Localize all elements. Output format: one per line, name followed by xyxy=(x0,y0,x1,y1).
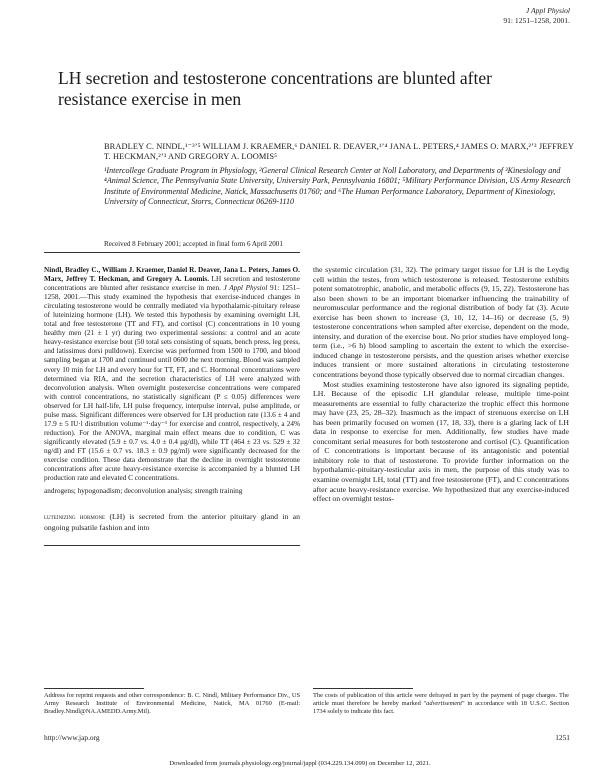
intro-lead: luteinizing hormone xyxy=(44,513,106,522)
abstract-top-rule xyxy=(44,252,300,253)
abstract-title: LH secretion and testosterone concentrations are blunted after resistance exercise in men. xyxy=(44,275,301,293)
page-number: 1251 xyxy=(555,733,570,742)
cost-note-em: advertisement xyxy=(426,700,463,708)
journal-url[interactable]: http://www.jap.org xyxy=(44,733,100,742)
running-header xyxy=(503,6,570,25)
intro-paragraph xyxy=(44,512,300,532)
body-paragraph-2: Most studies examining testosterone have also ignored its signaling peptide, LH. Because of the episodic LH glandular release, multiple time-point measurements are essential to fully characterize the trophic effect this hormone may have (23, 25, 28–32). Inasmuch as the impact of strenuous exercise on LH has been primarily focused on women (17, 18, 33), there is a glaring lack of LH data in response to exercise for men. Additionally, few studies have made concomitant serial measures for both testosterone and cortisol (C). Quantification of C concentrations is important because of its antagonistic and potential inhibitory role to that of testosterone. To provide further information on the hypothalamic-pituitary-testicular axis in men, the purpose of this study was to examine overnight LH, total (TT) and free testosterone (FT), and C concentrations after acute heavy-resistance exercise. We hypothesized that any exercise-induced effect on overnight testos- xyxy=(313,379,569,504)
keywords: androgens; hypogonadism; deconvolution analysis; strength training xyxy=(44,487,243,496)
footnote-rule-left xyxy=(44,688,144,689)
journal-name: J Appl Physiol xyxy=(525,6,570,15)
article-title: LH secretion and testosterone concentrations are blunted after resistance exercise in men xyxy=(58,68,492,109)
abstract-journal: J Appl Physiol xyxy=(223,284,268,293)
cost-note-b: " in accordance with 18 U.S.C. Section 1734 solely to indicate this fact. xyxy=(313,700,570,716)
journal-citation: 91: 1251–1258, 2001. xyxy=(503,15,570,25)
right-column xyxy=(313,265,569,504)
abstract-cite: 91: 1251–1258, 2001.— xyxy=(44,284,301,302)
cost-note-a: The costs of publication of this article were defrayed in part by the payment of page charges. The article must therefore be hereby marked " xyxy=(313,692,569,708)
affiliations: ¹Intercollege Graduate Program in Physiology, ²General Clinical Research Center at Noll Laboratory, and Departments of ³Kinesiology and ⁴Animal Science, The Pennsylvania State University, University Park, Pennsylvania 16801; ⁵Military Performance Division, US Army Research Institute of Environmental Medicine, Natick, Massachusetts 01760; and ⁶The Human Performance Laboratory, Department of Kinesiology, University of Connecticut, Storrs, Connecticut 06269-1110 xyxy=(104,166,571,207)
body-paragraph-1: the systemic circulation (31, 32). The primary target tissue for LH is the Leydig cell within the testes, from which testosterone is released. Testosterone exhibits potent somatotrophic, anabolic, and metabolic effects (9, 15, 22). Testosterone has also been shown to be an important biomarker influencing the trainability of neuromuscular performance and the regional distribution of body fat (3). Acute exercise has been shown to increase (3, 10, 12, 14–16) or decrease (5, 9) testosterone concentrations when sampled after exercise, dependent on the mode, intensity, and duration of the exercise bout. No prior studies have employed long-term (i.e., >6 h) blood sampling to ascertain the extent to which the exercise-induced change in testosterone persists, and the question arises whether exercise induces transient or more sustained alterations in circulating testosterone concentrations beyond those typically observed due to normal circadian changes. xyxy=(313,265,569,380)
author-list: BRADLEY C. NINDL,¹⁻³ʼ⁵ WILLIAM J. KRAEMER,⁶ DANIEL R. DEAVER,¹ʼ⁴ JANA L. PETERS,⁴ JAMES O. MARX,²ʼ³ JEFFREY T. HECKMAN,²ʼ³ AND GREGORY A. LOOMIS⁵ xyxy=(104,142,574,162)
abstract-bottom-rule xyxy=(44,545,300,546)
publication-cost-footnote xyxy=(313,692,569,717)
intro-text: (LH) is secreted from the anterior pituitary gland in an ongoing pulsatile fashion and into xyxy=(44,512,300,532)
abstract-authors: Nindl, Bradley C., William J. Kraemer, Daniel R. Deaver, Jana L. Peters, James O. Marx, Jeffrey T. Heckman, and Gregory A. Loomis. xyxy=(44,266,300,284)
abstract xyxy=(44,266,300,483)
footnote-rule-right xyxy=(313,688,413,689)
correspondence-footnote: Address for reprint requests and other correspondence: B. C. Nindl, Military Performance Div., US Army Research Institute of Environmental Medicine, Natick, MA 01760 (E-mail: Bradley.Nindl@NA.AMEDD.Army.Mil). xyxy=(44,692,300,716)
abstract-body: This study examined the hypothesis that exercise-induced changes in circulating testosterone would be centrally mediated via hypothalamic-pituitary release of luteinizing hormone (LH). We tested this hypothesis by examining overnight LH, total and free testosterone (TT and FT), and cortisol (C) concentrations in 10 young healthy men (21 ± 1 yr) during two experimental sessions: a control and an acute heavy-resistance exercise bout (50 total sets consisting of squats, bench press, leg press, and latissimus dorsi pulldown). Exercise was performed from 1500 to 1700, and blood sampling began at 1700 and continued until 0600 the next morning. Blood was sampled every 10 min for LH and every hour for TT, FT, and C. Hormonal concentrations were determined via RIA, and the secretion characteristics of LH were analyzed with deconvolution analysis. When overnight postexercise concentrations were compared with control concentrations, no statistically significant (P ≤ 0.05) differences were observed for LH half-life, LH pulse frequency, interpulse interval, pulse amplitude, or pulse mass. Significant differences were observed for LH production rate (13.6 ± 4 and 17.9 ± 5 IU·l distribution volume⁻¹·day⁻¹ for exercise and control, respectively, a 24% reduction). For the ANOVA, marginal main effect means due to condition, C was significantly elevated (5.9 ± 0.7 vs. 4.0 ± 0.4 μg/dl), while TT (464 ± 23 vs. 529 ± 32 ng/dl) and FT (15.6 ± 0.7 vs. 18.3 ± 0.9 pg/ml) were significantly decreased for the exercise condition. These data demonstrate that the decline in overnight testosterone concentrations after acute heavy-resistance exercise is accompanied by a blunted LH production rate and elevated C concentrations. xyxy=(44,293,300,483)
left-column xyxy=(44,266,300,532)
download-notice: Downloaded from journals.physiology.org/journal/jappl (034.229.134.099) on December 12, 2021. xyxy=(169,760,431,767)
received-dates: Received 8 February 2001; accepted in final form 6 April 2001 xyxy=(104,240,283,248)
